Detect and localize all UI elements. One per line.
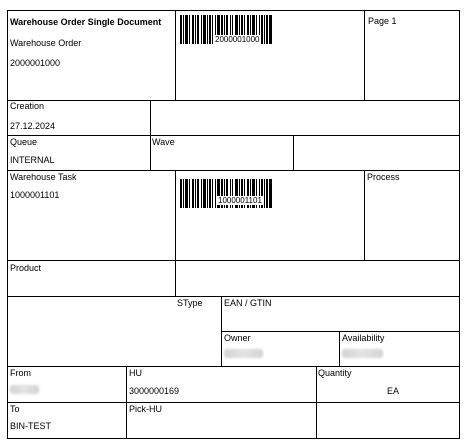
divider xyxy=(293,135,294,170)
process-label: Process xyxy=(367,172,400,182)
divider xyxy=(221,331,460,332)
warehouse-task-label: Warehouse Task xyxy=(10,172,77,182)
creation-date: 27.12.2024 xyxy=(10,121,56,131)
availability-label: Availability xyxy=(342,333,385,343)
divider xyxy=(7,366,460,367)
creation-label: Creation xyxy=(10,101,45,111)
availability-value-redacted xyxy=(342,349,383,358)
divider xyxy=(364,10,365,100)
warehouse-order-label: Warehouse Order xyxy=(10,38,82,48)
warehouse-task-number: 1000001101 xyxy=(10,190,60,200)
pick-hu-label: Pick-HU xyxy=(129,404,162,414)
wave-label: Wave xyxy=(152,137,175,147)
barcode-bar xyxy=(269,15,272,44)
warehouse-task-barcode-text: 1000001101 xyxy=(218,196,262,205)
to-label: To xyxy=(10,404,20,414)
quantity-unit: EA xyxy=(387,386,400,396)
border-top xyxy=(7,10,460,11)
hu-number: 3000000169 xyxy=(129,386,180,396)
queue-value: INTERNAL xyxy=(10,155,55,165)
divider xyxy=(339,331,340,366)
ean-gtin-label: EAN / GTIN xyxy=(224,298,272,308)
divider xyxy=(175,170,176,296)
divider xyxy=(7,100,460,101)
divider xyxy=(175,10,176,100)
warehouse-order-number: 2000001000 xyxy=(10,58,61,68)
divider xyxy=(7,260,460,261)
stype-label: SType xyxy=(177,298,203,308)
border-left xyxy=(7,10,8,439)
warehouse-order-barcode-text: 2000001000 xyxy=(215,35,260,44)
barcode-bar xyxy=(269,179,272,208)
from-value-redacted xyxy=(10,385,39,394)
page-label: Page 1 xyxy=(368,16,397,26)
owner-value-redacted xyxy=(224,349,263,358)
hu-label: HU xyxy=(129,368,142,378)
border-right xyxy=(459,10,460,439)
divider xyxy=(7,402,460,403)
to-value: BIN-TEST xyxy=(10,421,52,431)
divider xyxy=(7,296,460,297)
document-title: Warehouse Order Single Document xyxy=(10,17,162,27)
border-bottom xyxy=(7,438,460,439)
divider xyxy=(7,170,460,171)
divider xyxy=(364,170,365,260)
quantity-label: Quantity xyxy=(318,368,352,378)
from-label: From xyxy=(10,368,31,378)
owner-label: Owner xyxy=(224,333,251,343)
product-label: Product xyxy=(10,263,42,273)
queue-label: Queue xyxy=(10,137,38,147)
divider xyxy=(7,135,460,136)
